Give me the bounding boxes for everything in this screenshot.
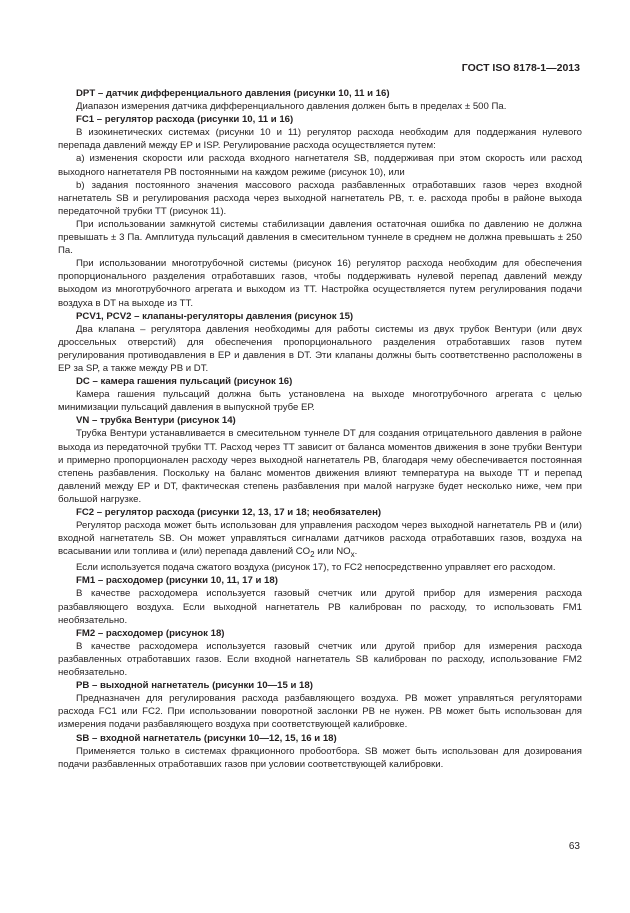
sb-heading: SB – входной нагнетатель (рисунки 10—12, 15, 16 и 18) (76, 732, 337, 744)
page-number: 63 (568, 841, 580, 852)
fm1-paragraph: В качестве расходомера используется газовый счетчик или другой прибор для измерения расхода разбавляющего воздуха. Если выходной нагнетатель РВ калиброван по расходу, то использовать FM1 необязательно. (58, 588, 582, 626)
pcv-heading: PCV1, PCV2 – клапаны-регуляторы давления (рисунок 15) (76, 310, 354, 322)
document-body (58, 87, 582, 771)
dc-paragraph: Камера гашения пульсаций должна быть установлена на выходе многотрубочного агрегата с целью минимизации пульсаций давления в выпускной трубе ЕР. (58, 389, 582, 414)
dpt-paragraph: Диапазон измерения датчика дифференциального давления должен быть в пределах ± 500 Па. (76, 101, 507, 113)
fm2-paragraph: В качестве расходомера используется газовый счетчик или другой прибор для измерения расхода разбавленных отработавших газов. Если входной нагнетатель SB калиброван по расходу, использование FM2 необязательно. (58, 640, 582, 679)
fc2-text-part-a: Регулятор расхода может быть использован для управления расходом через выходной нагнетатель РВ и (или) входной нагнетатель SB. Он может управляться сигналами датчиков расхода отработавших газов, воздуха на всасывании или топлива и (или) перепада давлений CO (58, 520, 582, 558)
co2-subscript: 2 (310, 550, 315, 560)
vn-heading: VN – трубка Вентури (рисунок 14) (76, 415, 236, 427)
sb-paragraph: Применяется только в системах фракционного пробоотбора. SB может быть использован для дозирования подачи разбавленных отработавших газов при условии соответствующей калибровки. (58, 745, 582, 770)
vn-paragraph: Трубка Вентури устанавливается в смесительном туннеле DT для создания отрицательного давления в районе выхода из передаточной трубки ТТ. Расход через ТТ зависит от баланса моментов движения в зоне трубки Вентури и примерно пропорционален расходу через выходной нагнетатель РВ, благодаря чему обеспечивается постоянная степень разбавления. Поскольку на баланс моментов движения влияют температура на выходе ТТ и перепад давлений между ЕР и DT, фактическая степень разбавления при малой нагрузке будет несколько ниже, чем при большой нагрузке. (58, 428, 582, 505)
fc1-multitube-paragraph: При использовании многотрубочной системы (рисунок 16) регулятор расхода необходим для обеспечения пропорционального разделения отработавших газов, чтобы поддерживать нулевой перепад давлений между выходом из многотрубочного агрегата и выходом из ТТ. Настройка осуществляется путем регулирования подачи воздуха в DT на выходе из ТТ. (58, 258, 582, 309)
fc2-text-part-c: . (354, 546, 358, 558)
document-header: ГОСТ ISO 8178-1—2013 (461, 62, 580, 74)
dc-heading: DC – камера гашения пульсаций (рисунок 16) (76, 376, 293, 388)
pb-heading: РВ – выходной нагнетатель (рисунки 10—15 и 18) (76, 680, 313, 692)
fc1-item-a: a) изменения скорости или расхода входного нагнетателя SB, поддерживая при этом скорость или расход выходного нагнетателя РВ постоянными на каждом режиме (рисунок 10), или (58, 153, 582, 178)
fc2-text-part-b: или NO (314, 546, 351, 558)
fc1-heading: FC1 – регулятор расхода (рисунки 10, 11 и 16) (76, 114, 294, 126)
fc1-closed-loop-paragraph: При использовании замкнутой системы стабилизации давления остаточная ошибка по давлению не должна превышать ± 3 Па. Амплитуда пульсаций давления в смесительном туннеле в среднем не должна превышать ± 250 Па. (58, 218, 582, 257)
fm2-heading: FM2 – расходомер (рисунок 18) (76, 627, 225, 639)
fc2-compressed-air-paragraph: Если используется подача сжатого воздуха (рисунок 17), то FC2 непосредственно управляет его расходом. (76, 562, 556, 574)
fc2-heading: FC2 – регулятор расхода (рисунки 12, 13, 17 и 18; необязателен) (76, 507, 382, 518)
fc1-item-b: b) задания постоянного значения массового расхода разбавленных отработавших газов через входной нагнетатель SB и регулирования расхода через выходной нагнетатель РВ, т. е. расхода пробы в районе выхода передаточной трубки ТТ (рисунок 11). (58, 179, 582, 217)
fc2-paragraph (58, 519, 582, 561)
pcv-paragraph: Два клапана – регулятора давления необходимы для работы системы из двух трубок Вентури (или двух дроссельных отверстий) для обеспечения пропорционального разделения отработавших газов путем регулирования противодавления в ЕР и давления в DT. Эти клапаны должны быть соответственно расположены в ЕР за SP, а также между РВ и DT. (58, 323, 582, 374)
fc1-paragraph: В изокинетических системах (рисунки 10 и 11) регулятор расхода необходим для поддержания нулевого перепада давлений между ЕР и ISP. Регулирование расхода осуществляется путем: (58, 127, 582, 152)
pb-paragraph: Предназначен для регулирования расхода разбавляющего воздуха. РВ может управляться регуляторами расхода FC1 или FC2. При использовании поворотной заслонки РВ не нужен. РВ может быть использован для измерения подачи разбавляющего воздуха при соответствующей калибровке. (58, 693, 582, 731)
nox-subscript: x (350, 550, 355, 560)
dpt-heading: DPT – датчик дифференциального давления (рисунки 10, 11 и 16) (76, 88, 390, 99)
fm1-heading: FM1 – расходомер (рисунки 10, 11, 17 и 18) (76, 575, 278, 587)
